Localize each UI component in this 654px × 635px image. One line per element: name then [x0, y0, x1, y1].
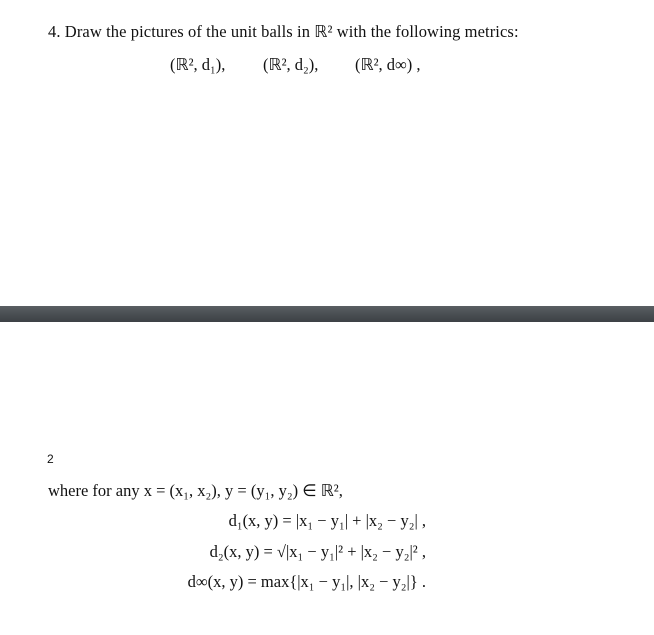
- page-divider: [0, 306, 654, 322]
- formula-d1: d₁(x, y) = |x₁ − y₁| + |x₂ − y₂| ,: [228, 511, 426, 530]
- problem-statement: 4. Draw the pictures of the unit balls in ℝ² with the following metrics:: [48, 22, 519, 41]
- formula-d2: d₂(x, y) = √|x₁ − y₁|² + |x₂ − y₂|² ,: [209, 542, 426, 561]
- formula-dinf: d∞(x, y) = max{|x₁ − y₁|, |x₂ − y₂|} .: [187, 572, 426, 591]
- metric-space-d2: (ℝ², d₂),: [263, 55, 319, 74]
- metric-space-d1: (ℝ², d₁),: [170, 55, 226, 74]
- definitions-intro: where for any x = (x₁, x₂), y = (y₁, y₂) ∈ ℝ²,: [48, 481, 343, 500]
- page-1: [0, 0, 654, 306]
- metric-space-dinf: (ℝ², d∞) ,: [355, 55, 421, 74]
- page-number: 2: [47, 452, 54, 466]
- page-2: [0, 322, 654, 635]
